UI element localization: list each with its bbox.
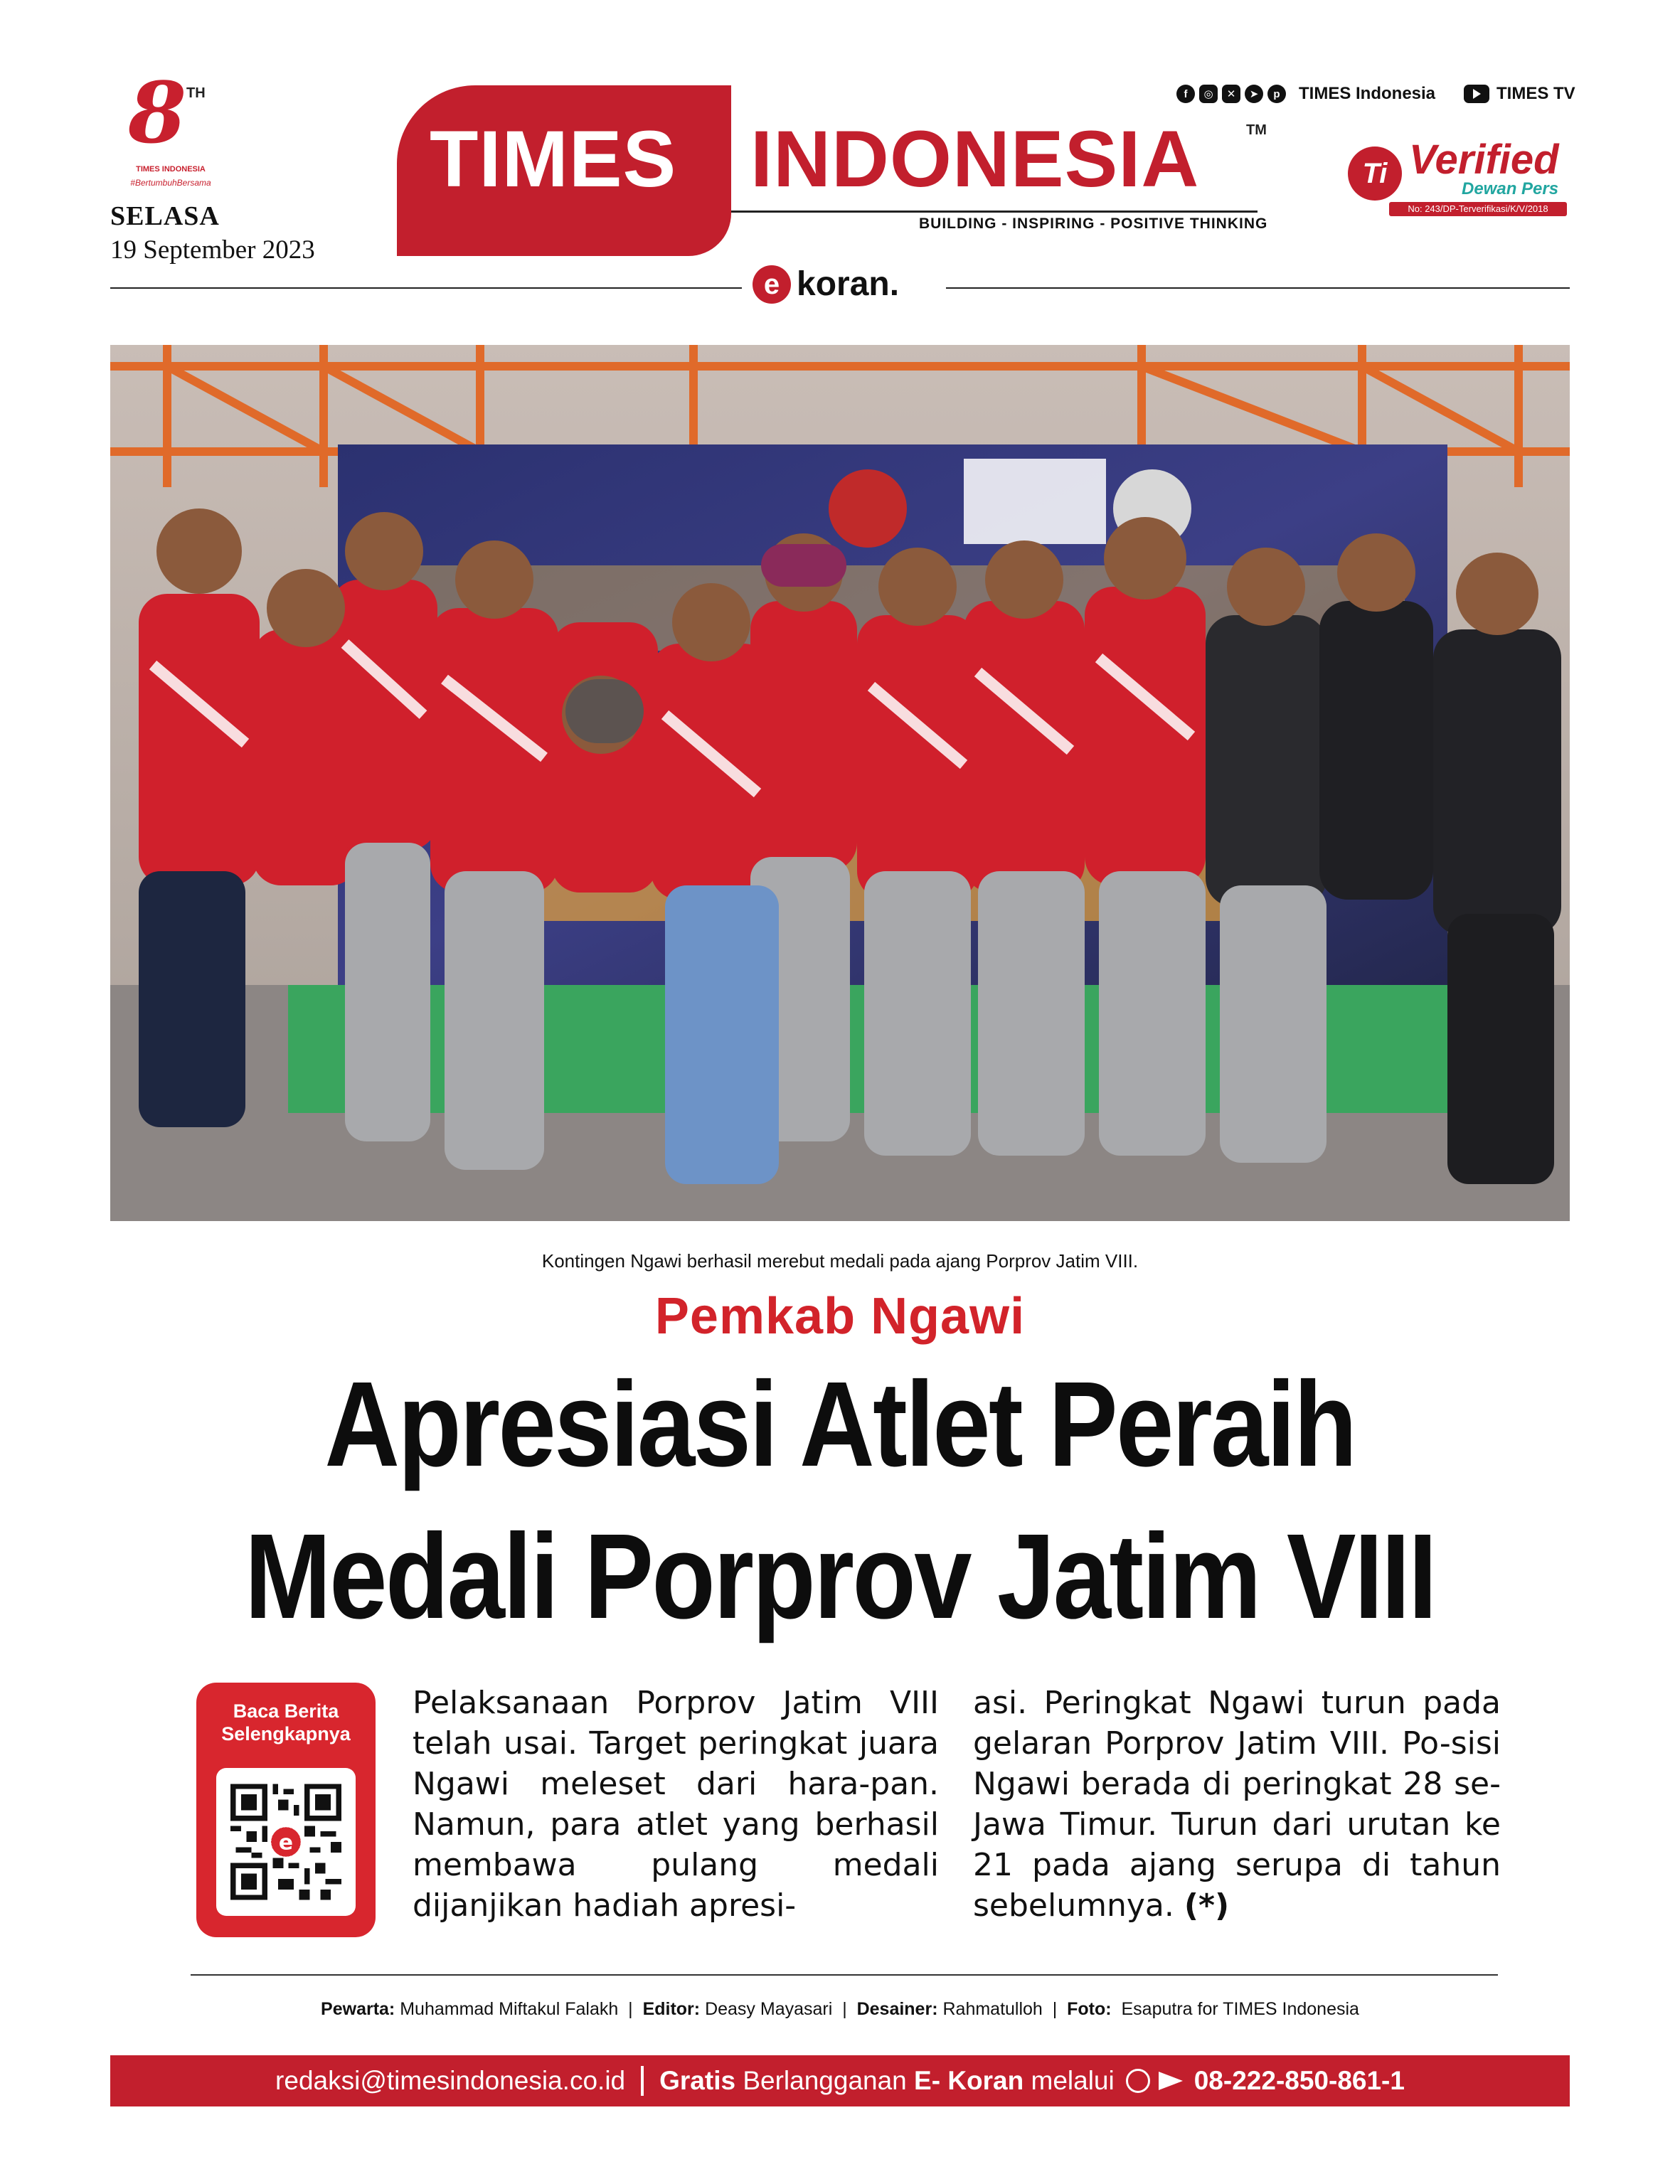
pinterest-icon[interactable]: p xyxy=(1267,85,1286,103)
header-rule-left xyxy=(110,287,742,289)
youtube-icon xyxy=(1464,85,1489,103)
issue-date: 19 September 2023 xyxy=(110,235,315,265)
issue-day: SELASA xyxy=(110,201,220,231)
article-kicker: Pemkab Ngawi xyxy=(654,1288,1026,1345)
editor-label: Editor: xyxy=(642,1999,701,2019)
anniversary-logo xyxy=(107,63,228,192)
times-tv-label: TIMES TV xyxy=(1496,84,1575,103)
anniversary-brand: TIMES INDONESIA xyxy=(136,165,206,174)
footer-ekoran: E- Koran xyxy=(914,2066,1024,2095)
social-links xyxy=(1176,84,1435,104)
social-label: TIMES Indonesia xyxy=(1299,84,1436,103)
foto-label: Foto: xyxy=(1067,1999,1112,2019)
telegram-footer-icon xyxy=(1159,2072,1183,2090)
article-body-col-2 xyxy=(973,1683,1501,1926)
verified-title: Verified xyxy=(1409,137,1559,183)
header-rule-right xyxy=(946,287,1570,289)
article-body-col-2-text: asi. Peringkat Ngawi turun pada gelaran Porprov Jatim VIII. Po-sisi Ngawi berada di peringkat 28 se-Jawa Timur. Turun dari urutan ke 21 pada ajang serupa di tahun sebelumnya. xyxy=(973,1685,1501,1924)
ti-logo-icon: Ti xyxy=(1348,147,1402,201)
redaksi-email[interactable]: redaksi@timesindonesia.co.id xyxy=(275,2066,626,2095)
whatsapp-icon xyxy=(1126,2069,1150,2093)
foto-credit: Esaputra for TIMES Indonesia xyxy=(1121,1999,1359,2019)
svg-text:e: e xyxy=(278,1830,294,1855)
masthead-slogan: BUILDING - INSPIRING - POSITIVE THINKING xyxy=(919,215,1268,232)
editor-name: Deasy Mayasari xyxy=(705,1999,833,2019)
anniversary-suffix: TH xyxy=(186,85,206,101)
footer-separator xyxy=(641,2066,644,2096)
footer-berlangganan: Berlangganan xyxy=(743,2066,907,2095)
article-end-mark: (*) xyxy=(1184,1887,1230,1924)
credits-rule xyxy=(191,1974,1498,1976)
read-more-qr-card[interactable] xyxy=(196,1683,376,1937)
qr-label: Baca Berita Selengkapnya xyxy=(221,1700,351,1745)
pewarta-label: Pewarta: xyxy=(321,1999,395,2019)
pewarta-name: Muhammad Miftakul Falakh xyxy=(400,1999,619,2019)
times-tv-link[interactable] xyxy=(1464,84,1575,104)
telegram-icon[interactable]: ➤ xyxy=(1245,85,1263,103)
masthead-indonesia: INDONESIA xyxy=(750,114,1200,203)
ekoran-label: koran. xyxy=(797,265,900,303)
headline-line-1: Apresiasi Atlet Peraih xyxy=(324,1357,1356,1492)
desainer-name: Rahmatulloh xyxy=(942,1999,1043,2019)
verified-subtitle: Dewan Pers xyxy=(1462,179,1559,198)
article-photo xyxy=(110,345,1570,1221)
verified-registration: No: 243/DP-Terverifikasi/K/V/2018 xyxy=(1389,202,1567,216)
footer-melalui: melalui xyxy=(1031,2066,1115,2095)
article-body-col-1: Pelaksanaan Porprov Jatim VIII telah usai. Target peringkat juara Ngawi meleset dari hara-pan. Namun, para atlet yang berhasil membawa pulang medali dijanjikan hadiah apresi- xyxy=(413,1685,939,1924)
footer-phone[interactable]: 08-222-850-861-1 xyxy=(1193,2066,1405,2095)
masthead-rule xyxy=(731,211,1258,213)
trademark-mark: TM xyxy=(1246,122,1267,138)
headline-line-2: Medali Porprov Jatim VIII xyxy=(244,1509,1436,1644)
x-icon[interactable]: ✕ xyxy=(1222,85,1240,103)
ekoran-e-icon: e xyxy=(753,265,791,304)
credits-line: Pewarta: Muhammad Miftakul Falakh | Editor: Deasy Mayasari | Desainer: Rahmatulloh | Foto: Esaputra for TIMES Indonesia xyxy=(321,1999,1359,2019)
verified-badge xyxy=(1348,139,1572,218)
photo-caption: Kontingen Ngawi berhasil merebut medali pada ajang Porprov Jatim VIII. xyxy=(541,1250,1139,1272)
instagram-icon[interactable]: ◎ xyxy=(1199,85,1218,103)
anniversary-number: 8 xyxy=(128,63,187,162)
qr-code-icon[interactable] xyxy=(216,1768,356,1916)
facebook-icon[interactable]: f xyxy=(1176,85,1195,103)
subscription-footer xyxy=(110,2055,1570,2106)
masthead-times: TIMES xyxy=(430,114,677,203)
desainer-label: Desainer: xyxy=(856,1999,938,2019)
anniversary-tagline: #BertumbuhBersama xyxy=(130,178,211,188)
footer-gratis: Gratis xyxy=(659,2066,736,2095)
ekoran-logo xyxy=(753,265,899,304)
